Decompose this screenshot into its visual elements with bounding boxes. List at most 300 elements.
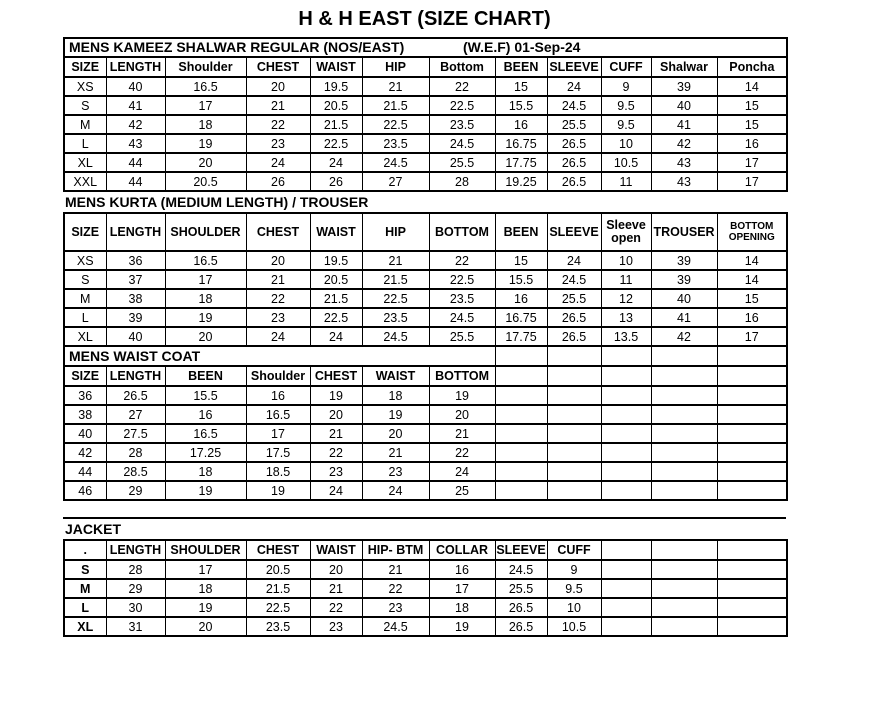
empty-cell bbox=[601, 366, 651, 386]
empty-cell bbox=[601, 481, 651, 500]
table-row bbox=[64, 270, 787, 289]
empty-cell bbox=[717, 481, 787, 500]
data-cell: 43 bbox=[651, 153, 717, 172]
data-cell: 14 bbox=[717, 251, 787, 270]
data-cell: 21 bbox=[429, 424, 495, 443]
table-row bbox=[64, 405, 787, 424]
data-cell: 26.5 bbox=[547, 153, 601, 172]
data-cell: 26.5 bbox=[547, 327, 601, 346]
data-cell: 15 bbox=[717, 289, 787, 308]
data-cell: 22.5 bbox=[362, 115, 429, 134]
empty-cell bbox=[651, 481, 717, 500]
data-cell: 20.5 bbox=[310, 96, 362, 115]
data-cell: 23.5 bbox=[246, 617, 310, 636]
header-cell: WAIST bbox=[310, 213, 362, 251]
data-cell: 21 bbox=[362, 443, 429, 462]
data-cell: 21.5 bbox=[362, 270, 429, 289]
data-cell: 19 bbox=[246, 481, 310, 500]
data-cell: 21 bbox=[310, 579, 362, 598]
data-cell: 15.5 bbox=[495, 96, 547, 115]
data-cell: 16.5 bbox=[246, 405, 310, 424]
size-cell: 36 bbox=[64, 386, 106, 405]
data-cell: 16.75 bbox=[495, 134, 547, 153]
data-cell: 29 bbox=[106, 579, 165, 598]
jacket-table bbox=[63, 539, 788, 637]
data-cell: 13 bbox=[601, 308, 651, 327]
page-title: H & H EAST (SIZE CHART) bbox=[298, 8, 551, 30]
data-cell: 42 bbox=[106, 115, 165, 134]
data-cell: 24 bbox=[429, 462, 495, 481]
data-cell: 22 bbox=[362, 579, 429, 598]
data-cell: 25.5 bbox=[429, 153, 495, 172]
data-cell: 16 bbox=[165, 405, 246, 424]
data-cell: 16.75 bbox=[495, 308, 547, 327]
kurta-header-row bbox=[64, 213, 787, 251]
data-cell: 16 bbox=[495, 289, 547, 308]
empty-cell bbox=[651, 424, 717, 443]
data-cell: 38 bbox=[106, 289, 165, 308]
data-cell: 19.25 bbox=[495, 172, 547, 191]
data-cell: 39 bbox=[651, 77, 717, 96]
data-cell: 16 bbox=[717, 308, 787, 327]
empty-cell bbox=[547, 424, 601, 443]
empty-cell bbox=[601, 443, 651, 462]
table-row bbox=[64, 77, 787, 96]
data-cell: 21 bbox=[246, 96, 310, 115]
data-cell: 27.5 bbox=[106, 424, 165, 443]
header-cell: HIP bbox=[362, 213, 429, 251]
sheet-content bbox=[63, 0, 786, 637]
data-cell: 24 bbox=[547, 251, 601, 270]
data-cell: 19.5 bbox=[310, 251, 362, 270]
empty-cell bbox=[547, 443, 601, 462]
empty-cell bbox=[717, 405, 787, 424]
data-cell: 22 bbox=[429, 251, 495, 270]
empty-cell bbox=[547, 366, 601, 386]
size-cell: S bbox=[64, 560, 106, 579]
data-cell: 19 bbox=[165, 598, 246, 617]
data-cell: 43 bbox=[106, 134, 165, 153]
waistcoat-title-cell bbox=[64, 346, 495, 366]
data-cell: 24.5 bbox=[429, 308, 495, 327]
header-cell: Poncha bbox=[717, 57, 787, 77]
header-cell: Sleeve open bbox=[601, 213, 651, 251]
kameez-header-row bbox=[64, 57, 787, 77]
size-cell: 40 bbox=[64, 424, 106, 443]
data-cell: 20 bbox=[246, 77, 310, 96]
data-cell: 24 bbox=[310, 153, 362, 172]
data-cell: 17 bbox=[246, 424, 310, 443]
data-cell: 17.75 bbox=[495, 153, 547, 172]
data-cell: 22.5 bbox=[310, 308, 362, 327]
data-cell: 26.5 bbox=[106, 386, 165, 405]
size-cell: M bbox=[64, 579, 106, 598]
size-cell: XS bbox=[64, 77, 106, 96]
data-cell: 22.5 bbox=[362, 289, 429, 308]
data-cell: 20 bbox=[429, 405, 495, 424]
data-cell: 17 bbox=[717, 327, 787, 346]
data-cell: 17.25 bbox=[165, 443, 246, 462]
empty-cell bbox=[717, 366, 787, 386]
data-cell: 20 bbox=[310, 560, 362, 579]
data-cell: 24.5 bbox=[362, 153, 429, 172]
empty-cell bbox=[495, 386, 547, 405]
data-cell: 15.5 bbox=[495, 270, 547, 289]
data-cell: 26.5 bbox=[547, 134, 601, 153]
table-row bbox=[64, 617, 787, 636]
data-cell: 22.5 bbox=[246, 598, 310, 617]
header-cell: CUFF bbox=[601, 57, 651, 77]
data-cell: 18.5 bbox=[246, 462, 310, 481]
table-row bbox=[64, 134, 787, 153]
header-cell: CUFF bbox=[547, 540, 601, 560]
data-cell: 28.5 bbox=[106, 462, 165, 481]
effective-date: (W.E.F) 01-Sep-24 bbox=[463, 39, 581, 55]
header-cell: Bottom bbox=[429, 57, 495, 77]
size-cell: XL bbox=[64, 617, 106, 636]
data-cell: 20 bbox=[362, 424, 429, 443]
waistcoat-table-title: MENS WAIST COAT bbox=[69, 347, 201, 364]
data-cell: 10 bbox=[601, 134, 651, 153]
data-cell: 25.5 bbox=[547, 289, 601, 308]
data-cell: 23 bbox=[362, 598, 429, 617]
data-cell: 16 bbox=[429, 560, 495, 579]
data-cell: 17.5 bbox=[246, 443, 310, 462]
data-cell: 20 bbox=[246, 251, 310, 270]
data-cell: 16.5 bbox=[165, 77, 246, 96]
data-cell: 19 bbox=[310, 386, 362, 405]
data-cell: 39 bbox=[651, 270, 717, 289]
empty-cell bbox=[651, 579, 717, 598]
data-cell: 27 bbox=[362, 172, 429, 191]
data-cell: 36 bbox=[106, 251, 165, 270]
data-cell: 21 bbox=[362, 560, 429, 579]
data-cell: 9.5 bbox=[601, 115, 651, 134]
empty-cell bbox=[651, 617, 717, 636]
size-cell: L bbox=[64, 598, 106, 617]
data-cell: 28 bbox=[429, 172, 495, 191]
data-cell: 10.5 bbox=[547, 617, 601, 636]
data-cell: 26.5 bbox=[495, 617, 547, 636]
data-cell: 24.5 bbox=[362, 327, 429, 346]
empty-cell bbox=[495, 366, 547, 386]
data-cell: 21 bbox=[362, 77, 429, 96]
header-cell: COLLAR bbox=[429, 540, 495, 560]
header-cell: SLEEVE bbox=[547, 57, 601, 77]
data-cell: 24.5 bbox=[429, 134, 495, 153]
data-cell: 9 bbox=[601, 77, 651, 96]
data-cell: 15.5 bbox=[165, 386, 246, 405]
data-cell: 16.5 bbox=[165, 251, 246, 270]
empty-cell bbox=[717, 540, 787, 560]
header-cell: SLEEVE bbox=[495, 540, 547, 560]
data-cell: 19 bbox=[165, 134, 246, 153]
data-cell: 40 bbox=[651, 96, 717, 115]
empty-cell bbox=[547, 346, 601, 366]
data-cell: 10.5 bbox=[601, 153, 651, 172]
table-row bbox=[64, 579, 787, 598]
size-cell: S bbox=[64, 96, 106, 115]
data-cell: 24.5 bbox=[547, 270, 601, 289]
size-cell: 38 bbox=[64, 405, 106, 424]
empty-cell bbox=[495, 424, 547, 443]
data-cell: 30 bbox=[106, 598, 165, 617]
data-cell: 21.5 bbox=[246, 579, 310, 598]
data-cell: 19 bbox=[429, 386, 495, 405]
data-cell: 41 bbox=[106, 96, 165, 115]
size-cell: XS bbox=[64, 251, 106, 270]
size-cell: S bbox=[64, 270, 106, 289]
empty-cell bbox=[651, 366, 717, 386]
data-cell: 14 bbox=[717, 77, 787, 96]
data-cell: 17 bbox=[165, 560, 246, 579]
empty-cell bbox=[495, 346, 547, 366]
data-cell: 40 bbox=[651, 289, 717, 308]
table-row bbox=[64, 462, 787, 481]
header-cell: WAIST bbox=[310, 57, 362, 77]
data-cell: 22.5 bbox=[429, 96, 495, 115]
data-cell: 29 bbox=[106, 481, 165, 500]
empty-cell bbox=[601, 579, 651, 598]
data-cell: 42 bbox=[651, 327, 717, 346]
data-cell: 26 bbox=[310, 172, 362, 191]
data-cell: 9.5 bbox=[547, 579, 601, 598]
data-cell: 21 bbox=[310, 424, 362, 443]
data-cell: 41 bbox=[651, 115, 717, 134]
table-row bbox=[64, 598, 787, 617]
size-cell: M bbox=[64, 115, 106, 134]
data-cell: 19.5 bbox=[310, 77, 362, 96]
data-cell: 24.5 bbox=[547, 96, 601, 115]
data-cell: 25.5 bbox=[547, 115, 601, 134]
header-cell: . bbox=[64, 540, 106, 560]
header-cell: LENGTH bbox=[106, 57, 165, 77]
data-cell: 10 bbox=[547, 598, 601, 617]
table-row bbox=[64, 560, 787, 579]
data-cell: 20.5 bbox=[310, 270, 362, 289]
empty-cell bbox=[601, 560, 651, 579]
data-cell: 22 bbox=[310, 598, 362, 617]
empty-cell bbox=[547, 481, 601, 500]
data-cell: 40 bbox=[106, 327, 165, 346]
data-cell: 22.5 bbox=[429, 270, 495, 289]
data-cell: 39 bbox=[651, 251, 717, 270]
kameez-title-cell bbox=[64, 38, 787, 57]
header-cell: HIP bbox=[362, 57, 429, 77]
header-cell: LENGTH bbox=[106, 213, 165, 251]
empty-cell bbox=[547, 386, 601, 405]
empty-cell bbox=[717, 462, 787, 481]
empty-cell bbox=[717, 560, 787, 579]
empty-cell bbox=[495, 462, 547, 481]
header-cell: BEEN bbox=[165, 366, 246, 386]
header-cell: CHEST bbox=[310, 366, 362, 386]
data-cell: 23 bbox=[310, 617, 362, 636]
kameez-shalwar-table bbox=[63, 37, 788, 192]
empty-cell bbox=[717, 386, 787, 405]
header-cell: SLEEVE bbox=[547, 213, 601, 251]
header-cell: LENGTH bbox=[106, 366, 165, 386]
jacket-table-title: JACKET bbox=[65, 521, 122, 537]
data-cell: 10 bbox=[601, 251, 651, 270]
data-cell: 28 bbox=[106, 443, 165, 462]
header-cell: CHEST bbox=[246, 57, 310, 77]
size-cell: 42 bbox=[64, 443, 106, 462]
data-cell: 25.5 bbox=[495, 579, 547, 598]
empty-cell bbox=[651, 540, 717, 560]
data-cell: 44 bbox=[106, 172, 165, 191]
size-cell: XL bbox=[64, 327, 106, 346]
data-cell: 23.5 bbox=[429, 289, 495, 308]
header-cell: WAIST bbox=[310, 540, 362, 560]
data-cell: 18 bbox=[165, 579, 246, 598]
empty-cell bbox=[717, 346, 787, 366]
data-cell: 20 bbox=[165, 327, 246, 346]
data-cell: 22 bbox=[310, 443, 362, 462]
data-cell: 24 bbox=[310, 481, 362, 500]
empty-cell bbox=[717, 617, 787, 636]
waistcoat-header-row bbox=[64, 366, 787, 386]
data-cell: 23.5 bbox=[362, 308, 429, 327]
data-cell: 20.5 bbox=[246, 560, 310, 579]
data-cell: 24 bbox=[547, 77, 601, 96]
header-cell: SIZE bbox=[64, 366, 106, 386]
data-cell: 20.5 bbox=[165, 172, 246, 191]
empty-cell bbox=[717, 424, 787, 443]
data-cell: 15 bbox=[717, 96, 787, 115]
data-cell: 27 bbox=[106, 405, 165, 424]
data-cell: 23 bbox=[310, 462, 362, 481]
data-cell: 17 bbox=[717, 153, 787, 172]
empty-cell bbox=[717, 579, 787, 598]
empty-cell bbox=[651, 598, 717, 617]
data-cell: 14 bbox=[717, 270, 787, 289]
table-row bbox=[64, 289, 787, 308]
data-cell: 22 bbox=[429, 77, 495, 96]
data-cell: 37 bbox=[106, 270, 165, 289]
empty-cell bbox=[601, 424, 651, 443]
data-cell: 17.75 bbox=[495, 327, 547, 346]
data-cell: 16.5 bbox=[165, 424, 246, 443]
header-cell: CHEST bbox=[246, 213, 310, 251]
empty-cell bbox=[601, 540, 651, 560]
header-cell: BEEN bbox=[495, 213, 547, 251]
data-cell: 24 bbox=[362, 481, 429, 500]
data-cell: 17 bbox=[165, 270, 246, 289]
table-row bbox=[64, 251, 787, 270]
data-cell: 15 bbox=[495, 77, 547, 96]
data-cell: 26 bbox=[246, 172, 310, 191]
data-cell: 18 bbox=[165, 115, 246, 134]
empty-cell bbox=[651, 346, 717, 366]
header-cell: Shalwar bbox=[651, 57, 717, 77]
data-cell: 12 bbox=[601, 289, 651, 308]
data-cell: 24 bbox=[310, 327, 362, 346]
empty-cell bbox=[651, 560, 717, 579]
kameez-table-title: MENS KAMEEZ SHALWAR REGULAR (NOS/EAST) bbox=[69, 39, 405, 55]
empty-cell bbox=[601, 617, 651, 636]
empty-cell bbox=[651, 443, 717, 462]
data-cell: 20 bbox=[165, 617, 246, 636]
data-cell: 18 bbox=[429, 598, 495, 617]
jacket-header-row bbox=[64, 540, 787, 560]
header-cell: LENGTH bbox=[106, 540, 165, 560]
data-cell: 24 bbox=[246, 153, 310, 172]
data-cell: 18 bbox=[165, 462, 246, 481]
data-cell: 17 bbox=[429, 579, 495, 598]
header-cell: SHOULDER bbox=[165, 540, 246, 560]
data-cell: 19 bbox=[362, 405, 429, 424]
table-row bbox=[64, 481, 787, 500]
data-cell: 11 bbox=[601, 172, 651, 191]
kurta-trouser-table bbox=[63, 212, 788, 347]
data-cell: 17 bbox=[717, 172, 787, 191]
size-cell: L bbox=[64, 308, 106, 327]
table-row bbox=[64, 96, 787, 115]
table-row bbox=[64, 424, 787, 443]
data-cell: 19 bbox=[165, 481, 246, 500]
table-row bbox=[64, 115, 787, 134]
empty-cell bbox=[601, 346, 651, 366]
data-cell: 26.5 bbox=[547, 308, 601, 327]
data-cell: 25 bbox=[429, 481, 495, 500]
header-cell: SIZE bbox=[64, 213, 106, 251]
size-cell: M bbox=[64, 289, 106, 308]
data-cell: 16 bbox=[717, 134, 787, 153]
waist-coat-table bbox=[63, 345, 788, 501]
kurta-table-title: MENS KURTA (MEDIUM LENGTH) / TROUSER bbox=[65, 194, 369, 210]
empty-cell bbox=[601, 386, 651, 405]
data-cell: 28 bbox=[106, 560, 165, 579]
data-cell: 16 bbox=[246, 386, 310, 405]
data-cell: 9.5 bbox=[601, 96, 651, 115]
header-cell: WAIST bbox=[362, 366, 429, 386]
data-cell: 15 bbox=[495, 251, 547, 270]
data-cell: 23 bbox=[246, 308, 310, 327]
table-row bbox=[64, 153, 787, 172]
kameez-title-row bbox=[64, 38, 787, 57]
header-cell: BOTTOM OPENING bbox=[717, 213, 787, 251]
table-row bbox=[64, 308, 787, 327]
data-cell: 21.5 bbox=[362, 96, 429, 115]
data-cell: 22 bbox=[246, 289, 310, 308]
header-cell: SHOULDER bbox=[165, 213, 246, 251]
data-cell: 41 bbox=[651, 308, 717, 327]
waistcoat-title-row bbox=[64, 346, 787, 366]
data-cell: 13.5 bbox=[601, 327, 651, 346]
header-cell: BEEN bbox=[495, 57, 547, 77]
data-cell: 24.5 bbox=[362, 617, 429, 636]
data-cell: 25.5 bbox=[429, 327, 495, 346]
empty-cell bbox=[495, 481, 547, 500]
size-cell: 46 bbox=[64, 481, 106, 500]
data-cell: 23 bbox=[246, 134, 310, 153]
empty-cell bbox=[495, 405, 547, 424]
data-cell: 16 bbox=[495, 115, 547, 134]
data-cell: 24.5 bbox=[495, 560, 547, 579]
header-cell: CHEST bbox=[246, 540, 310, 560]
header-cell: SIZE bbox=[64, 57, 106, 77]
data-cell: 23 bbox=[362, 462, 429, 481]
data-cell: 24 bbox=[246, 327, 310, 346]
data-cell: 22 bbox=[429, 443, 495, 462]
data-cell: 20 bbox=[310, 405, 362, 424]
table-row bbox=[64, 172, 787, 191]
empty-cell bbox=[601, 462, 651, 481]
table-row bbox=[64, 443, 787, 462]
data-cell: 23.5 bbox=[362, 134, 429, 153]
header-cell: Shoulder bbox=[165, 57, 246, 77]
